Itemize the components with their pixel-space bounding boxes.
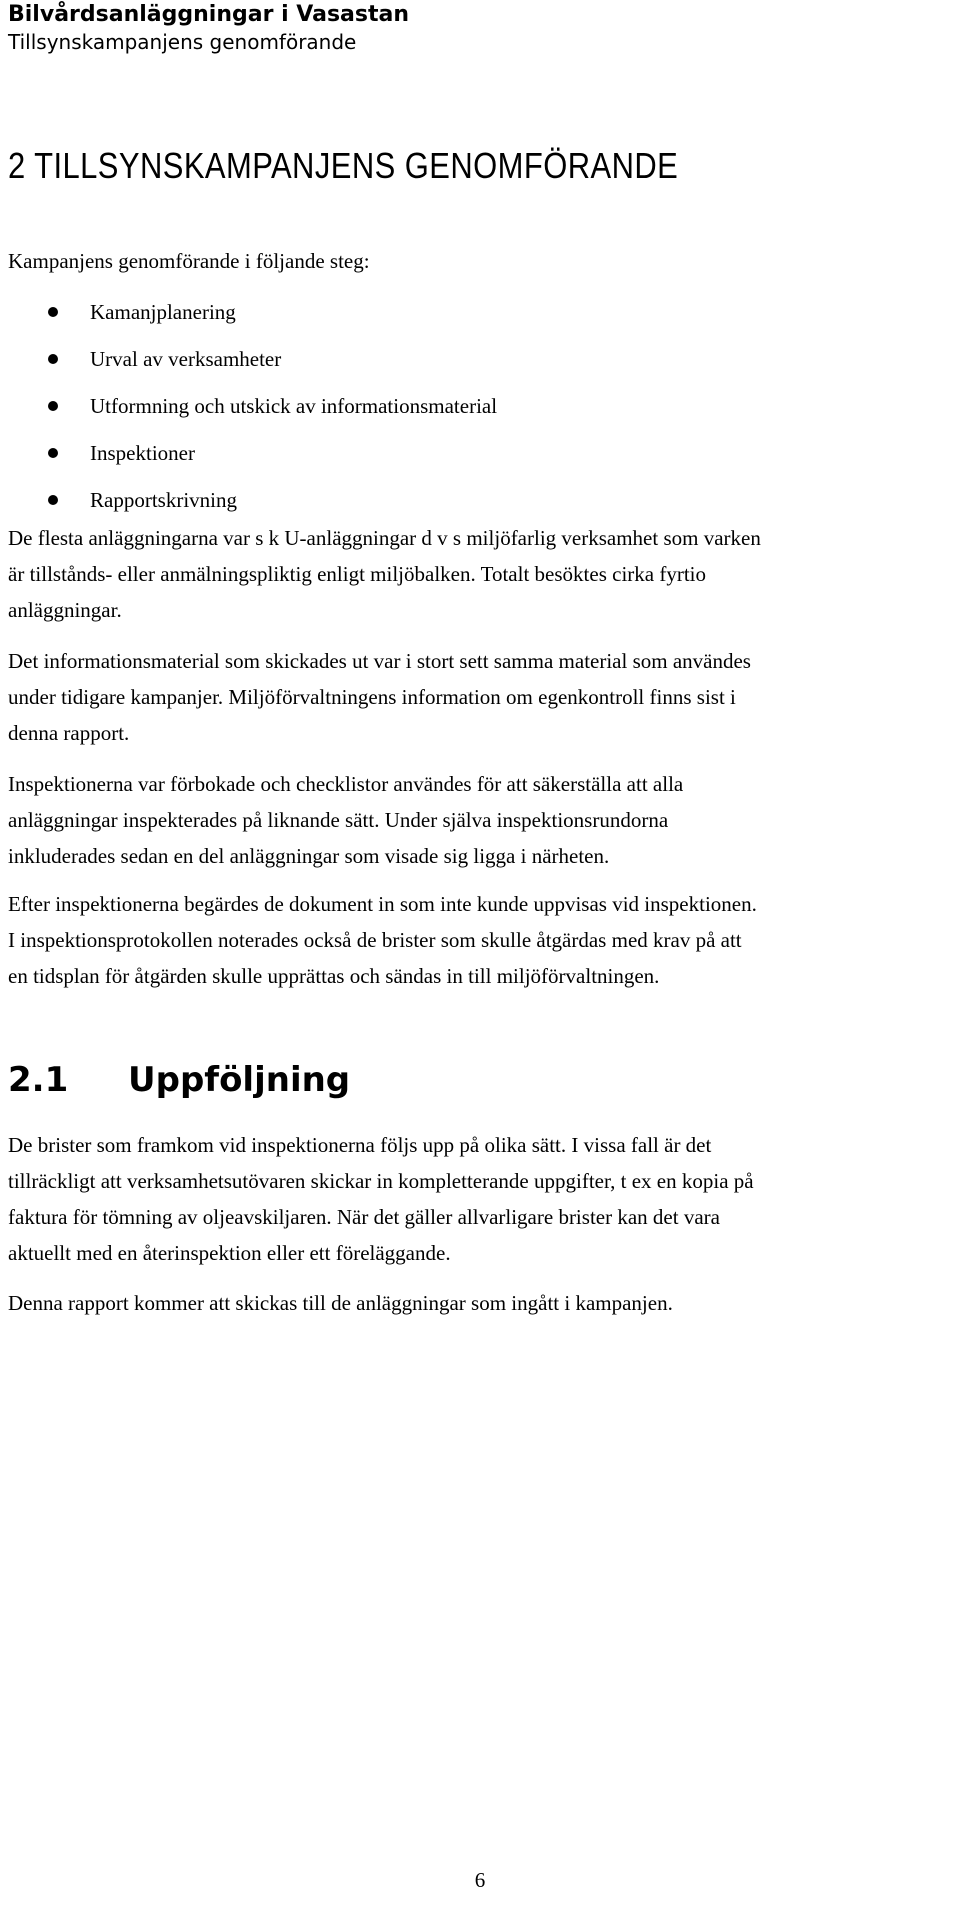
paragraph [8,886,960,994]
paragraph-line: under tidigare kampanjer. Miljöförvaltningens information om egenkontroll finns sist i [8,685,736,709]
subsection-title: Uppföljning [128,1060,351,1100]
bullet-icon [48,495,58,505]
paragraph-line: faktura för tömning av oljeavskiljaren. När det gäller allvarligare brister kan det vara [8,1205,720,1229]
paragraph [8,1285,960,1321]
paragraph-line: aktuellt med en återinspektion eller ett föreläggande. [8,1241,451,1265]
list-item [8,382,908,429]
intro-paragraph: Kampanjens genomförande i följande steg: [8,249,370,273]
list-item-text: Rapportskrivning [90,487,237,512]
list-item [8,288,908,335]
page-number: 6 [474,1868,486,1892]
list-item-text: Urval av verksamheter [90,346,282,371]
list-item [8,335,908,382]
paragraph-line: inkluderades sedan en del anläggningar som visade sig ligga i närheten. [8,844,610,868]
paragraph-line: är tillstånds- eller anmälningspliktig enligt miljöbalken. Totalt besöktes cirka fyrtio [8,562,706,586]
paragraph-line: De flesta anläggningarna var s k U-anläggningar d v s miljöfarlig verksamhet som varken [8,526,761,550]
list-item-text: Inspektioner [90,440,195,465]
bullet-icon [48,401,58,411]
list-item-text: Kamanjplanering [90,299,236,324]
paragraph [8,520,960,628]
paragraph-line: Efter inspektionerna begärdes de dokument in som inte kunde uppvisas vid inspektionen. [8,892,757,916]
paragraph-line: anläggningar inspekterades på liknande sätt. Under själva inspektionsrundorna [8,808,669,832]
step-list [8,288,908,523]
paragraph-line: De brister som framkom vid inspektionerna följs upp på olika sätt. I vissa fall är det [8,1133,712,1157]
section-heading: 2 TILLSYNSKAMPANJENS GENOMFÖRANDE [8,145,679,186]
list-item [8,476,908,523]
list-item-text: Utformning och utskick av informationsmaterial [90,393,498,418]
bullet-icon [48,354,58,364]
paragraph-line: en tidsplan för åtgärden skulle upprättas och sändas in till miljöförvaltningen. [8,964,660,988]
paragraph-line: denna rapport. [8,721,130,745]
paragraph-line: tillräckligt att verksamhetsutövaren skickar in kompletterande uppgifter, t ex en kopia på [8,1169,754,1193]
paragraph-line: Denna rapport kommer att skickas till de anläggningar som ingått i kampanjen. [8,1291,673,1315]
paragraph-line: I inspektionsprotokollen noterades också de brister som skulle åtgärdas med krav på att [8,928,742,952]
paragraph-line: Inspektionerna var förbokade och checklistor användes för att säkerställa att alla [8,772,684,796]
list-item [8,429,908,476]
paragraph-line: Det informationsmaterial som skickades ut var i stort sett samma material som användes [8,649,751,673]
bullet-icon [48,448,58,458]
paragraph [8,643,960,751]
paragraph [8,1127,960,1271]
paragraph-line: anläggningar. [8,598,122,622]
page-header-title: Bilvårdsanläggningar i Vasastan [8,2,410,27]
page-header-subtitle: Tillsynskampanjens genomförande [8,30,357,54]
paragraph [8,766,960,874]
subsection-number: 2.1 [8,1060,69,1100]
subsection-heading [8,1060,350,1100]
bullet-icon [48,307,58,317]
